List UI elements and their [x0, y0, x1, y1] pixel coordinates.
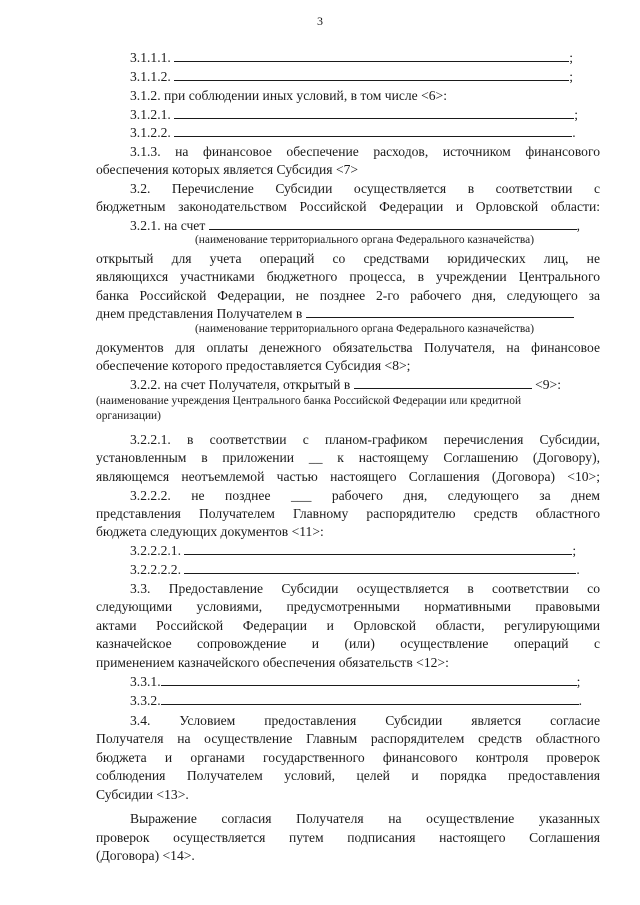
fill-blank [306, 305, 574, 318]
fill-blank [184, 542, 572, 555]
caption-bank-line-1: (наименование учреждения Центрального банка Российской Федерации или кредитной [96, 395, 522, 407]
clause-3-2-1 [130, 217, 600, 234]
fill-blank [161, 692, 579, 705]
clause-number: 3.1.1.2. [130, 69, 171, 84]
caption-bank-line-2: организации) [96, 410, 161, 422]
clause-3-2-2-2-line-3: бюджета следующих документов <11>: [96, 524, 324, 539]
clause-3-2-1-line-3: являющихся участниками бюджетного процесса, в учреждении Центрального [96, 269, 600, 284]
clause-3-1-3-line-1: 3.1.3. на финансовое обеспечение расходов, источником финансового [130, 144, 600, 159]
clause-3-2-2-2-1 [130, 542, 600, 559]
clause-number: 3.1.1.1. [130, 50, 171, 65]
clause-3-2-line-2: бюджетным законодательством Российской Федерации и Орловской области: [96, 199, 600, 214]
fill-blank [161, 673, 577, 686]
clause-number: 3.1.2.1. [130, 107, 171, 122]
clause-3-4-line-4: соблюдения Получателем условий, целей и порядка предоставления [96, 768, 600, 783]
clause-number: 3.1.2.2. [130, 125, 171, 140]
clause-number: 3.2.2.2.2. [130, 562, 181, 577]
clause-3-3-line-1: 3.3. Предоставление Субсидии осуществляется в соответствии со [130, 581, 600, 596]
fill-blank [354, 376, 532, 389]
clause-3-3-line-3: актами Российской Федерации и Орловской области, регулирующими [96, 618, 600, 633]
clause-number: 3.2.2.2.1. [130, 543, 181, 558]
clause-3-1-3-line-2: обеспечения которых является Субсидия <7> [96, 162, 359, 177]
caption-treasury-1: (наименование территориального органа Федерального казначейства) [195, 234, 534, 246]
clause-3-3-line-2: следующими условиями, предусмотренными нормативными правовыми [96, 599, 600, 614]
clause-text: 3.2.2. на счет Получателя, открытый в [130, 377, 351, 392]
clause-3-1-2: 3.1.2. при соблюдении иных условий, в том числе <6>: [130, 88, 447, 103]
clause-3-3-2 [130, 692, 600, 709]
caption-treasury-2: (наименование территориального органа Федерального казначейства) [195, 323, 534, 335]
line-end: ; [569, 69, 573, 84]
clause-3-2-2-2-line-2: представления Получателем Главному распорядителю средств областного [96, 506, 600, 521]
clause-3-2-1-line-4: банка Российской Федерации, не позднее 2-го рабочего дня, следующего за [96, 288, 600, 303]
clause-3-4-line-1: 3.4. Условием предоставления Субсидии является согласие [130, 713, 600, 728]
clause-number: 3.3.1. [130, 674, 161, 689]
clause-3-2-2-1-line-3: являющемся неотъемлемой частью настоящего Соглашения (Договора) <10>; [96, 469, 600, 484]
clause-3-2-2-2-line-1: 3.2.2.2. не позднее ___ рабочего дня, следующего за днем [130, 488, 600, 503]
fill-blank [174, 68, 569, 81]
line-end: , [576, 218, 581, 233]
fill-blank [184, 561, 576, 574]
clause-3-4-line-2: Получателя на осуществление Главным распорядителем средств областного [96, 731, 600, 746]
page-number: 3 [317, 14, 323, 28]
line-end: <9>: [535, 377, 561, 392]
consent-paragraph-line-2: проверок осуществляется путем подписания настоящего Соглашения [96, 830, 600, 845]
fill-blank [174, 49, 569, 62]
clause-3-2-2 [130, 376, 600, 393]
clause-3-1-2-1 [130, 106, 600, 123]
fill-blank [209, 217, 577, 230]
clause-3-3-1 [130, 673, 600, 690]
clause-3-2-1-line-2: открытый для учета операций со средствами юридических лиц, не [96, 251, 600, 266]
line-end: ; [572, 543, 577, 558]
clause-text: 3.2.1. на счет [130, 218, 206, 233]
clause-3-1-1-2 [130, 68, 600, 85]
fill-blank [174, 106, 574, 119]
clause-3-2-1-line-5 [96, 305, 600, 322]
clause-text: днем представления Получателем в [96, 306, 303, 321]
line-end: ; [574, 107, 578, 122]
clause-3-2-line-1: 3.2. Перечисление Субсидии осуществляется в соответствии с [130, 181, 600, 196]
consent-paragraph-line-3: (Договора) <14>. [96, 848, 195, 863]
clause-3-2-1-line-7: обеспечение которого предоставляется Субсидия <8>; [96, 358, 411, 373]
fill-blank [174, 124, 572, 137]
clause-3-3-line-4: казначейское сопровождение и (или) осуществление операций с [96, 636, 600, 651]
clause-3-1-2-2 [130, 124, 600, 141]
consent-paragraph-line-1: Выражение согласия Получателя на осуществление указанных [130, 811, 600, 826]
clause-3-4-line-5: Субсидии <13>. [96, 787, 189, 802]
line-end: ; [569, 50, 573, 65]
line-end: . [576, 562, 580, 577]
line-end: ; [576, 674, 581, 689]
clause-3-4-line-3: бюджета и органами государственного финансового контроля проверок [96, 750, 600, 765]
clause-number: 3.3.2. [130, 693, 161, 708]
line-end: . [572, 125, 576, 140]
line-end: . [578, 693, 582, 708]
clause-3-2-2-1-line-2: установленным в приложении __ к настоящему Соглашению (Договору), [96, 450, 600, 465]
clause-3-2-2-2-2 [130, 561, 600, 578]
clause-3-1-1-1 [130, 49, 600, 66]
clause-3-3-line-5: применением казначейского обеспечения обязательств <12>: [96, 655, 449, 670]
clause-3-2-1-line-6: документов для оплаты денежного обязательства Получателя, на финансовое [96, 340, 600, 355]
clause-3-2-2-1-line-1: 3.2.2.1. в соответствии с планом-графиком перечисления Субсидии, [130, 432, 600, 447]
